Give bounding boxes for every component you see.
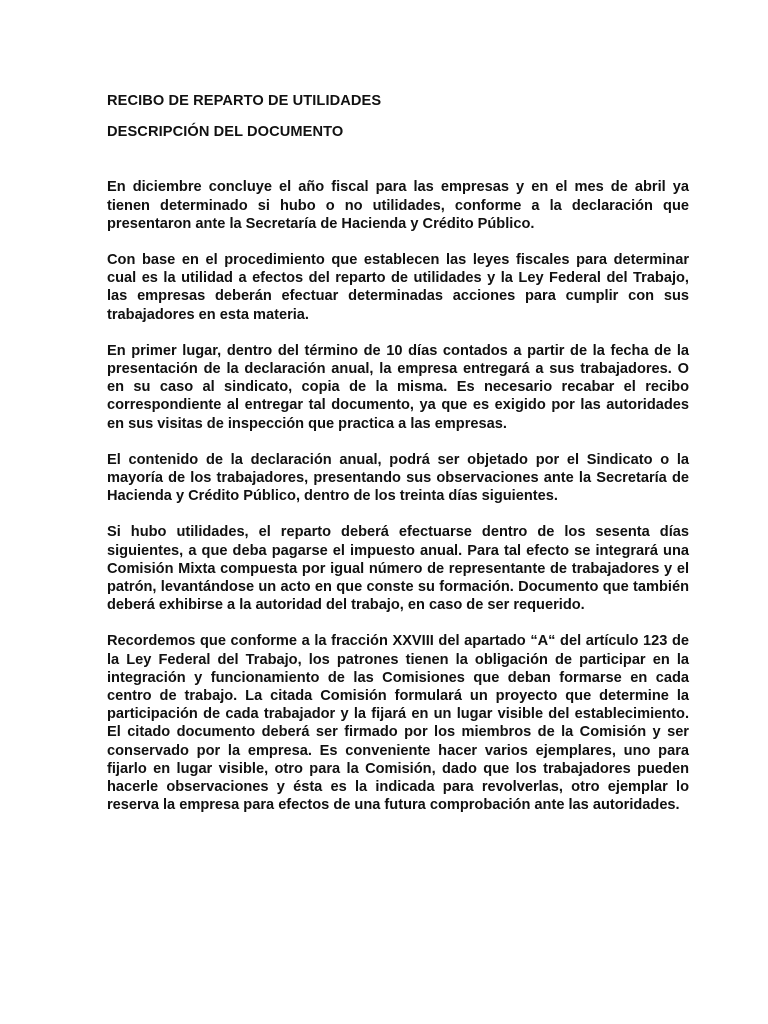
paragraph-declaration-copy: En primer lugar, dentro del término de 10 días contados a partir de la fecha de la presentación de la declaración anual, la empresa entregará a sus trabajadores. O en su caso al sindicato, copia de la misma. Es necesario recabar el recibo correspondiente al entregar tal documento, ya que es exigido por las autoridades en sus visitas de inspección que practica a las empresas. [107,342,689,432]
document-page [107,92,689,833]
paragraph-distribution-commission: Si hubo utilidades, el reparto deberá efectuarse dentro de los sesenta días siguientes, a que deba pagarse el impuesto anual. Para tal efecto se integrará una Comisión Mixta compuesta por igual número de representante de trabajadores y el patrón, levantándose un acto en que conste su formación. Documento que también deberá exhibirse a la autoridad del trabajo, en caso de ser requerido. [107,524,689,614]
paragraph-legal-obligation: Recordemos que conforme a la fracción XXVIII del apartado “A“ del artículo 123 de la Ley Federal del Trabajo, los patrones tienen la obligación de participar en la integración y funcionamiento de las Comisiones que deban formarse en cada centro de trabajo. La citada Comisión formulará un proyecto que determine la participación de cada trabajador y la fijará en un lugar visible del establecimiento. El citado documento deberá ser firmado por los miembros de la Comisión y ser conservado por la empresa. Es conveniente hacer varios ejemplares, uno para fijarlo en lugar visible, otro para la Comisión, dado que los trabajadores pueden hacerle observaciones y ésta es la indicada para revolverlas, otro ejemplar lo reserva la empresa para efectos de una futura comprobación ante las autoridades. [107,633,689,814]
paragraph-fiscal-year: En diciembre concluye el año fiscal para las empresas y en el mes de abril ya tienen determinado si hubo o no utilidades, conforme a la declaración que presentaron ante la Secretaría de Hacienda y Crédito Público. [107,179,689,232]
document-subtitle: DESCRIPCIÓN DEL DOCUMENTO [107,124,344,141]
paragraph-objections: El contenido de la declaración anual, podrá ser objetado por el Sindicato o la mayoría de los trabajadores, presentando sus observaciones ante la Secretaría de Hacienda y Crédito Público, dentro de los treinta días siguientes. [107,451,689,505]
document-title: RECIBO DE REPARTO DE UTILIDADES [107,93,382,109]
paragraph-legal-procedure: Con base en el procedimiento que establecen las leyes fiscales para determinar cual es la utilidad a efectos del reparto de utilidades y la Ley Federal del Trabajo, las empresas deberán efectuar determinadas acciones para cumplir con sus trabajadores en esta materia. [107,252,689,323]
